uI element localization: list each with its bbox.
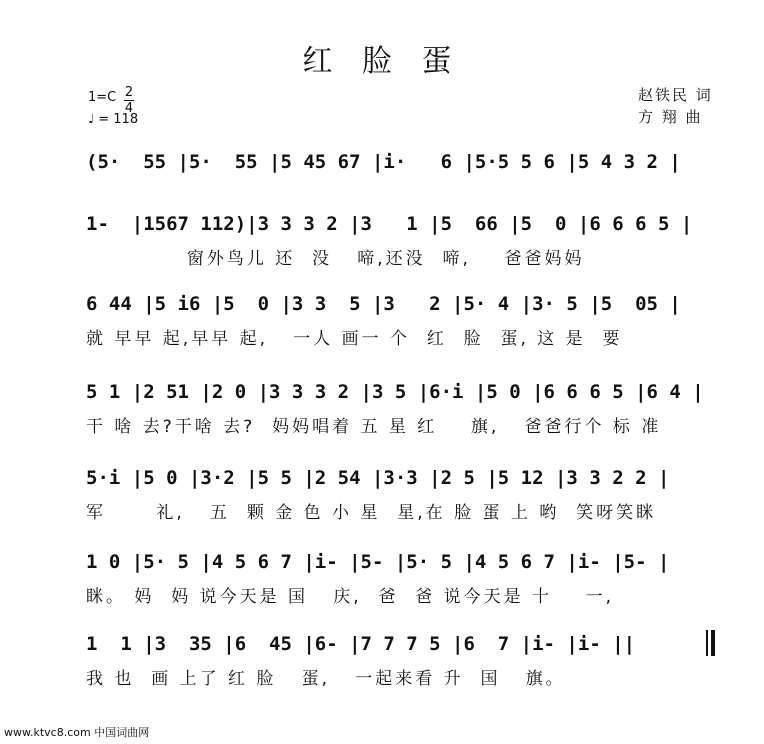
lyrics-line: 就 早早 起,早早 起, 一人 画一 个 红 脸 蛋, 这 是 要 xyxy=(86,329,623,349)
time-top: 2 xyxy=(124,85,134,100)
time-signature xyxy=(124,86,134,115)
lyrics-line: 眯。 妈 妈 说今天是 国 庆, 爸 爸 说今天是 十 一, xyxy=(86,587,615,607)
site-footer: www.ktvc8.com 中国词曲网 xyxy=(4,726,150,739)
notes-line: 1 1 |3 35 |6 45 |6- |7 7 7 5 |6 7 |i- |i- || xyxy=(86,633,636,655)
notes-line: 1- |1567 112)|3 3 3 2 |3 1 |5 66 |5 0 |6 6 6 5 | xyxy=(86,213,693,235)
notes-line: (5· 55 |5· 55 |5 45 67 |i· 6 |5·5 5 6 |5 4 3 2 | xyxy=(86,151,681,173)
song-title: 红 脸 蛋 xyxy=(302,44,462,79)
lyrics-line: 我 也 画 上了 红 脸 蛋, 一起来看 升 国 旗。 xyxy=(86,669,566,689)
lyrics-line: 军 礼, 五 颗 金 色 小 星 星,在 脸 蛋 上 哟 笑呀笑眯 xyxy=(86,503,657,523)
final-barline-thin xyxy=(706,630,708,656)
composer-credit: 方 翔 曲 xyxy=(638,108,703,126)
lyrics-line: 干 啥 去?干啥 去? 妈妈唱着 五 星 红 旗, 爸爸行个 标 准 xyxy=(86,417,662,437)
notes-line: 5·i |5 0 |3·2 |5 5 |2 54 |3·3 |2 5 |5 12 |3 3 2 2 | xyxy=(86,467,670,489)
time-bottom: 4 xyxy=(124,101,134,116)
credits xyxy=(638,84,713,128)
notes-line: 1 0 |5· 5 |4 5 6 7 |i- |5- |5· 5 |4 5 6 7 |i- |5- | xyxy=(86,551,670,573)
key-signature xyxy=(88,85,134,116)
lyrics-line: 窗外鸟儿 还 没 啼,还没 啼, 爸爸妈妈 xyxy=(86,249,585,269)
tempo-marking: ♩ = 118 xyxy=(88,112,139,127)
notes-line: 5 1 |2 51 |2 0 |3 3 3 2 |3 5 |6·i |5 0 |6 6 6 5 |6 4 | xyxy=(86,381,704,403)
notes-line: 6 44 |5 i6 |5 0 |3 3 5 |3 2 |5· 4 |3· 5 |5 05 | xyxy=(86,293,681,315)
lyricist-credit: 赵铁民 词 xyxy=(638,86,713,104)
key-label: 1=C xyxy=(88,90,117,105)
final-barline-thick xyxy=(711,630,715,656)
